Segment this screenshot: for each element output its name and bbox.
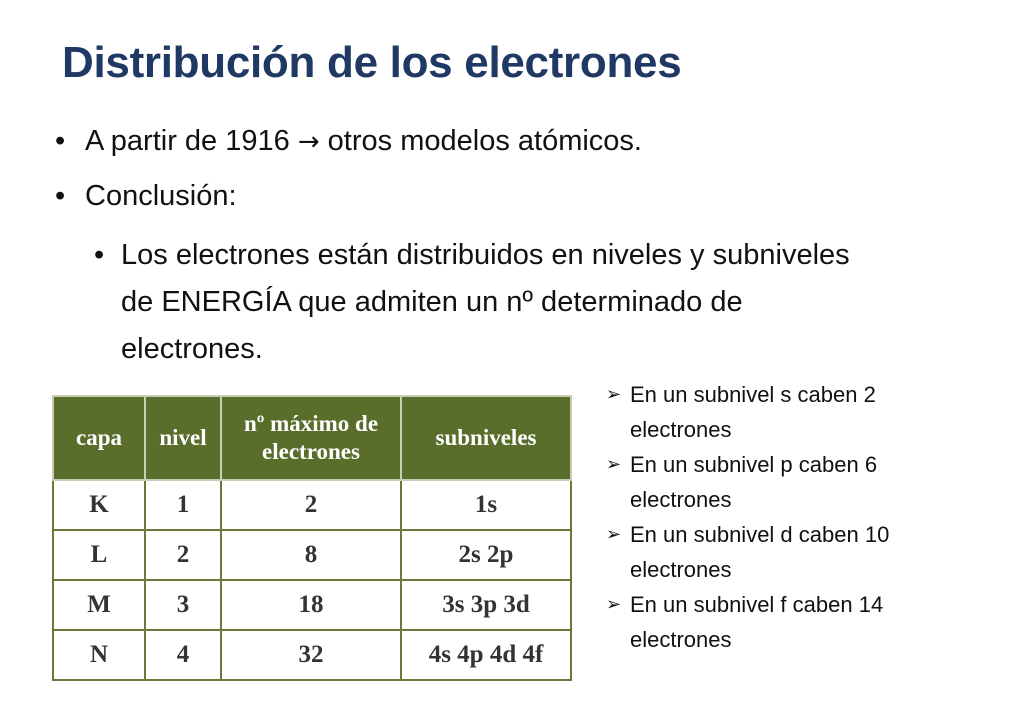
table-cell: 3s 3p 3d: [401, 580, 571, 630]
col-header-capa: capa: [53, 396, 145, 480]
table-row: [53, 580, 571, 630]
table-cell: M: [53, 580, 145, 630]
table-row: [53, 630, 571, 680]
col-header-max-electrones: nº máximo de electrones: [221, 396, 401, 480]
subnivel-notes: [606, 377, 1006, 657]
table-cell: 32: [221, 630, 401, 680]
bullet-dot: •: [55, 180, 66, 212]
table-row: [53, 480, 571, 530]
table-cell: 4: [145, 630, 221, 680]
electron-table: [52, 395, 572, 673]
table-cell: 1s: [401, 480, 571, 530]
chevron-bullet-icon: ➢: [606, 384, 622, 405]
table-cell: 2: [221, 480, 401, 530]
table-cell: 1: [145, 480, 221, 530]
table-cell: 3: [145, 580, 221, 630]
bullet-text: Conclusión:: [85, 180, 237, 212]
chevron-bullet-icon: ➢: [606, 524, 622, 545]
sub-bullet-line: de ENERGÍA que admiten un nº determinado de: [121, 286, 743, 318]
chevron-bullet-icon: ➢: [606, 454, 622, 475]
col-header-subniveles: subniveles: [401, 396, 571, 480]
table-row: [53, 530, 571, 580]
sub-bullet-line: electrones.: [121, 333, 263, 365]
list-item: ➢ En un subnivel d caben 10 electrones: [606, 517, 1006, 587]
col-header-nivel: nivel: [145, 396, 221, 480]
table-cell: K: [53, 480, 145, 530]
table-cell: 18: [221, 580, 401, 630]
arrow-right-icon: →: [297, 127, 320, 157]
list-item: ➢ En un subnivel s caben 2 electrones: [606, 377, 1006, 447]
list-item: ➢ En un subnivel p caben 6 electrones: [606, 447, 1006, 517]
list-item: ➢ En un subnivel f caben 14 electrones: [606, 587, 1006, 657]
sub-bullet-item: [94, 232, 1019, 373]
table-cell: 2s 2p: [401, 530, 571, 580]
table-cell: 4s 4p 4d 4f: [401, 630, 571, 680]
table-cell: 8: [221, 530, 401, 580]
chevron-bullet-icon: ➢: [606, 594, 622, 615]
table-cell: L: [53, 530, 145, 580]
bullet-dot: •: [55, 125, 66, 157]
bullet-dot: •: [94, 239, 105, 271]
table-cell: 2: [145, 530, 221, 580]
table-header-row: [53, 396, 571, 480]
slide-title: Distribución de los electrones: [62, 38, 682, 87]
sub-bullet-line: Los electrones están distribuidos en niveles y subniveles: [121, 239, 850, 271]
bullet-text: A partir de 1916 → otros modelos atómicos.: [85, 125, 642, 157]
table: [52, 395, 572, 681]
table-cell: N: [53, 630, 145, 680]
